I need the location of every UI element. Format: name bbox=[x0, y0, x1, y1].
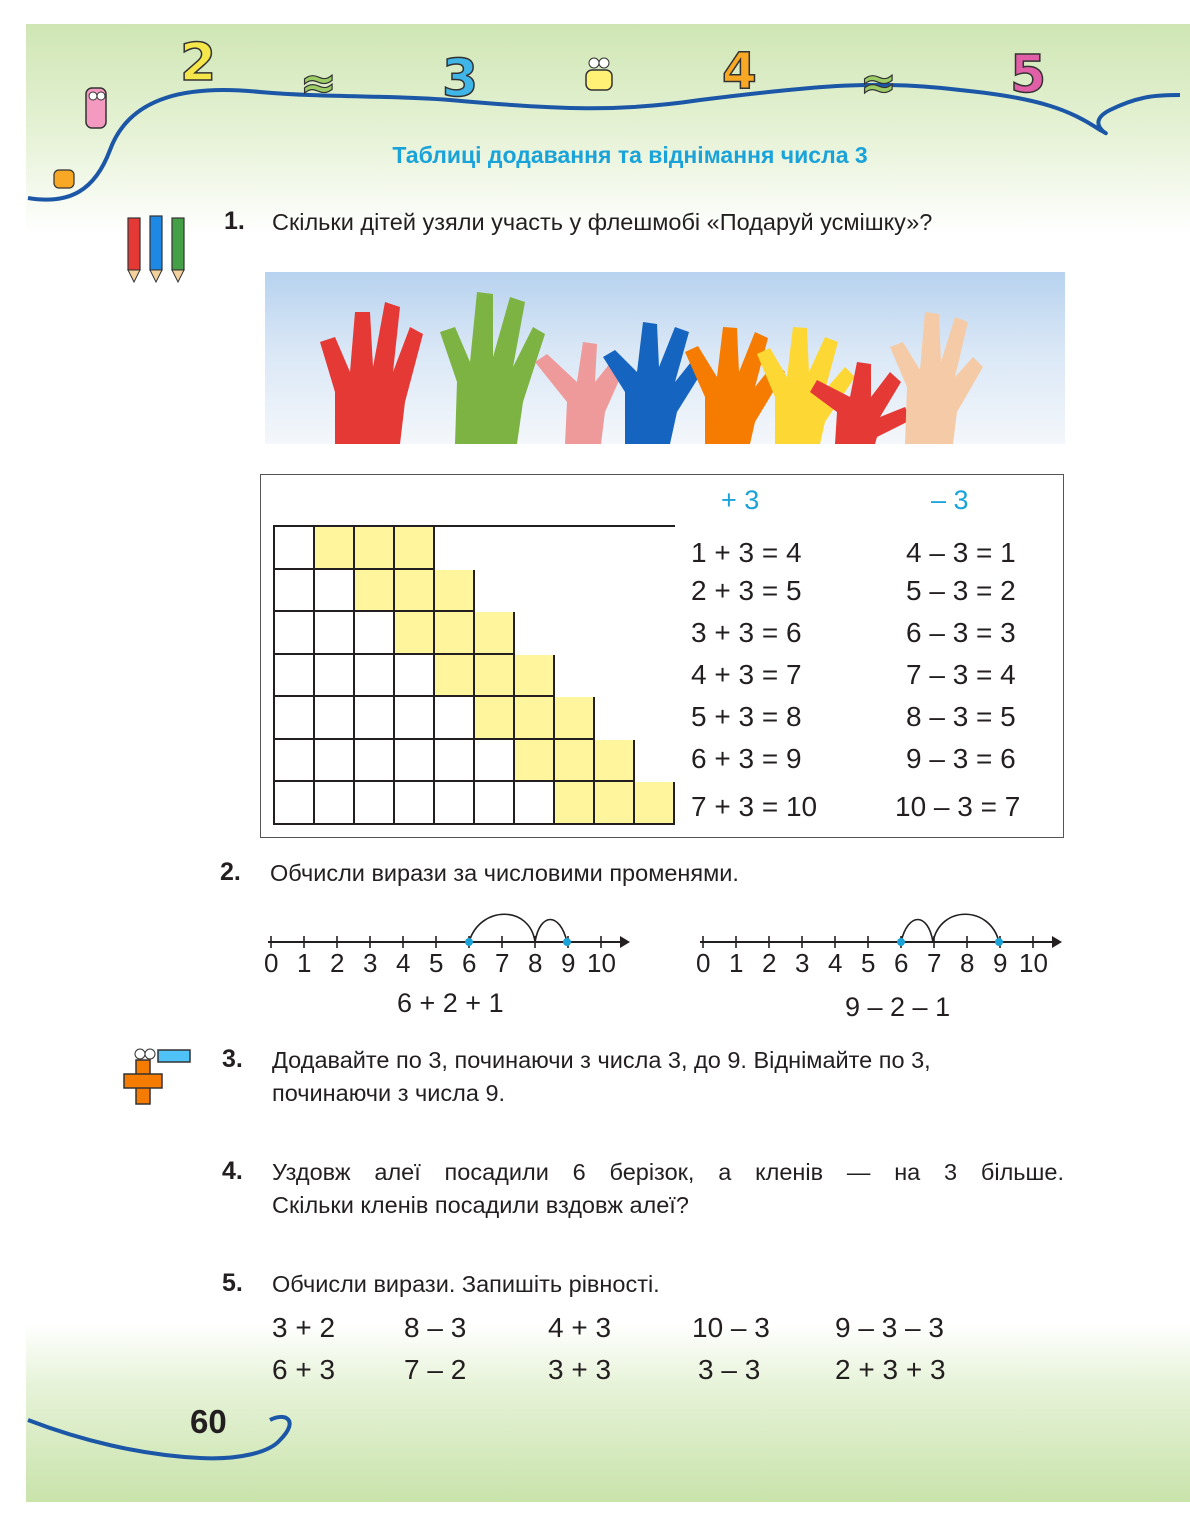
addition-equation: 4 + 3 = 7 bbox=[691, 659, 802, 690]
svg-text:2: 2 bbox=[180, 33, 217, 93]
expression-item: 4 + 3 bbox=[548, 1312, 612, 1343]
addition-equation: 7 + 3 = 10 bbox=[691, 791, 818, 822]
page-title: Таблиці додавання та віднімання числа 3 bbox=[392, 142, 868, 168]
expression-item: 7 – 2 bbox=[404, 1354, 467, 1385]
number-line-label: 7 bbox=[495, 948, 510, 978]
number-line-label: 6 bbox=[462, 948, 477, 978]
right-expression: 9 – 2 – 1 bbox=[845, 992, 951, 1022]
expression-item: 10 – 3 bbox=[692, 1312, 770, 1343]
expression-item: 9 – 3 – 3 bbox=[835, 1312, 944, 1343]
expression-item: 3 + 2 bbox=[272, 1312, 336, 1343]
number-line-label: 10 bbox=[1019, 948, 1048, 978]
number-line-label: 8 bbox=[528, 948, 543, 978]
task-4-line-1: Уздовж алеї посадили 6 берізок, а кленів — на 3 більше. bbox=[272, 1159, 1064, 1185]
svg-text:≈: ≈ bbox=[300, 58, 337, 109]
number-line-label: 6 bbox=[894, 948, 909, 978]
number-line-label: 5 bbox=[861, 948, 876, 978]
subtraction-equation: 4 – 3 = 1 bbox=[906, 537, 1016, 568]
jump-arc-2 bbox=[535, 920, 567, 943]
number-line-label: 4 bbox=[828, 948, 843, 978]
subtraction-equation: 7 – 3 = 4 bbox=[906, 659, 1016, 690]
task-3-line-1: Додавайте по 3, починаючи з числа 3, до 9. Віднімайте по 3, bbox=[272, 1047, 931, 1073]
number-line-label: 1 bbox=[729, 948, 744, 978]
addition-equation: 1 + 3 = 4 bbox=[691, 537, 802, 568]
task-2-question: Обчисли вирази за числовими променями. bbox=[270, 860, 739, 886]
number-line-label: 7 bbox=[927, 948, 942, 978]
subtraction-equation: 6 – 3 = 3 bbox=[906, 617, 1016, 648]
add-column-header: + 3 bbox=[721, 485, 760, 515]
number-line-label: 3 bbox=[795, 948, 810, 978]
number-line-right bbox=[700, 914, 1062, 948]
number-line-left bbox=[268, 914, 630, 948]
number-line-label: 2 bbox=[762, 948, 777, 978]
number-line-label: 10 bbox=[587, 948, 616, 978]
page-number: 60 bbox=[190, 1403, 227, 1440]
expression-item: 2 + 3 + 3 bbox=[835, 1354, 946, 1385]
task-5-question: Обчисли вирази. Запишіть рівності. bbox=[272, 1271, 660, 1297]
addition-equation: 5 + 3 = 8 bbox=[691, 701, 802, 732]
number-line-label: 4 bbox=[396, 948, 411, 978]
number-line-label: 0 bbox=[696, 948, 711, 978]
task-3-line-2: починаючи з числа 9. bbox=[272, 1080, 506, 1106]
addition-equation: 6 + 3 = 9 bbox=[691, 743, 802, 774]
addition-equation: 2 + 3 = 5 bbox=[691, 575, 802, 606]
number-line-label: 9 bbox=[993, 948, 1008, 978]
task-4-number: 4. bbox=[222, 1157, 243, 1185]
addition-equation: 3 + 3 = 6 bbox=[691, 617, 802, 648]
left-expression: 6 + 2 + 1 bbox=[397, 988, 504, 1018]
sub-column-header: – 3 bbox=[931, 485, 969, 515]
svg-text:3: 3 bbox=[442, 49, 479, 109]
subtraction-equation: 8 – 3 = 5 bbox=[906, 701, 1016, 732]
task-3-number: 3. bbox=[222, 1045, 243, 1073]
number-line-label: 3 bbox=[363, 948, 378, 978]
svg-text:5: 5 bbox=[1010, 45, 1047, 105]
svg-text:≈: ≈ bbox=[860, 58, 897, 109]
svg-text:4: 4 bbox=[722, 42, 757, 100]
number-line-label: 5 bbox=[429, 948, 444, 978]
number-line-label: 8 bbox=[960, 948, 975, 978]
number-line-label: 1 bbox=[297, 948, 312, 978]
subtraction-equation: 10 – 3 = 7 bbox=[895, 791, 1021, 822]
task-4-line-2: Скільки кленів посадили вздовж алеї? bbox=[272, 1192, 689, 1218]
task-2-number: 2. bbox=[220, 858, 241, 886]
jump-arc-4 bbox=[901, 920, 933, 943]
subtraction-equation: 9 – 3 = 6 bbox=[906, 743, 1016, 774]
expression-item: 6 + 3 bbox=[272, 1354, 336, 1385]
number-line-label: 0 bbox=[264, 948, 279, 978]
expression-item: 8 – 3 bbox=[404, 1312, 467, 1343]
subtraction-equation: 5 – 3 = 2 bbox=[906, 575, 1016, 606]
task-5-number: 5. bbox=[222, 1269, 243, 1297]
number-line-label: 9 bbox=[561, 948, 576, 978]
expression-item: 3 + 3 bbox=[548, 1354, 612, 1385]
jump-arc-3 bbox=[933, 914, 999, 942]
task-1-question: Скільки дітей узяли участь у флешмобі «Подаруй усмішку»? bbox=[272, 209, 933, 235]
expression-item: 3 – 3 bbox=[698, 1354, 761, 1385]
number-line-label: 2 bbox=[330, 948, 345, 978]
task-1-number: 1. bbox=[224, 207, 245, 235]
